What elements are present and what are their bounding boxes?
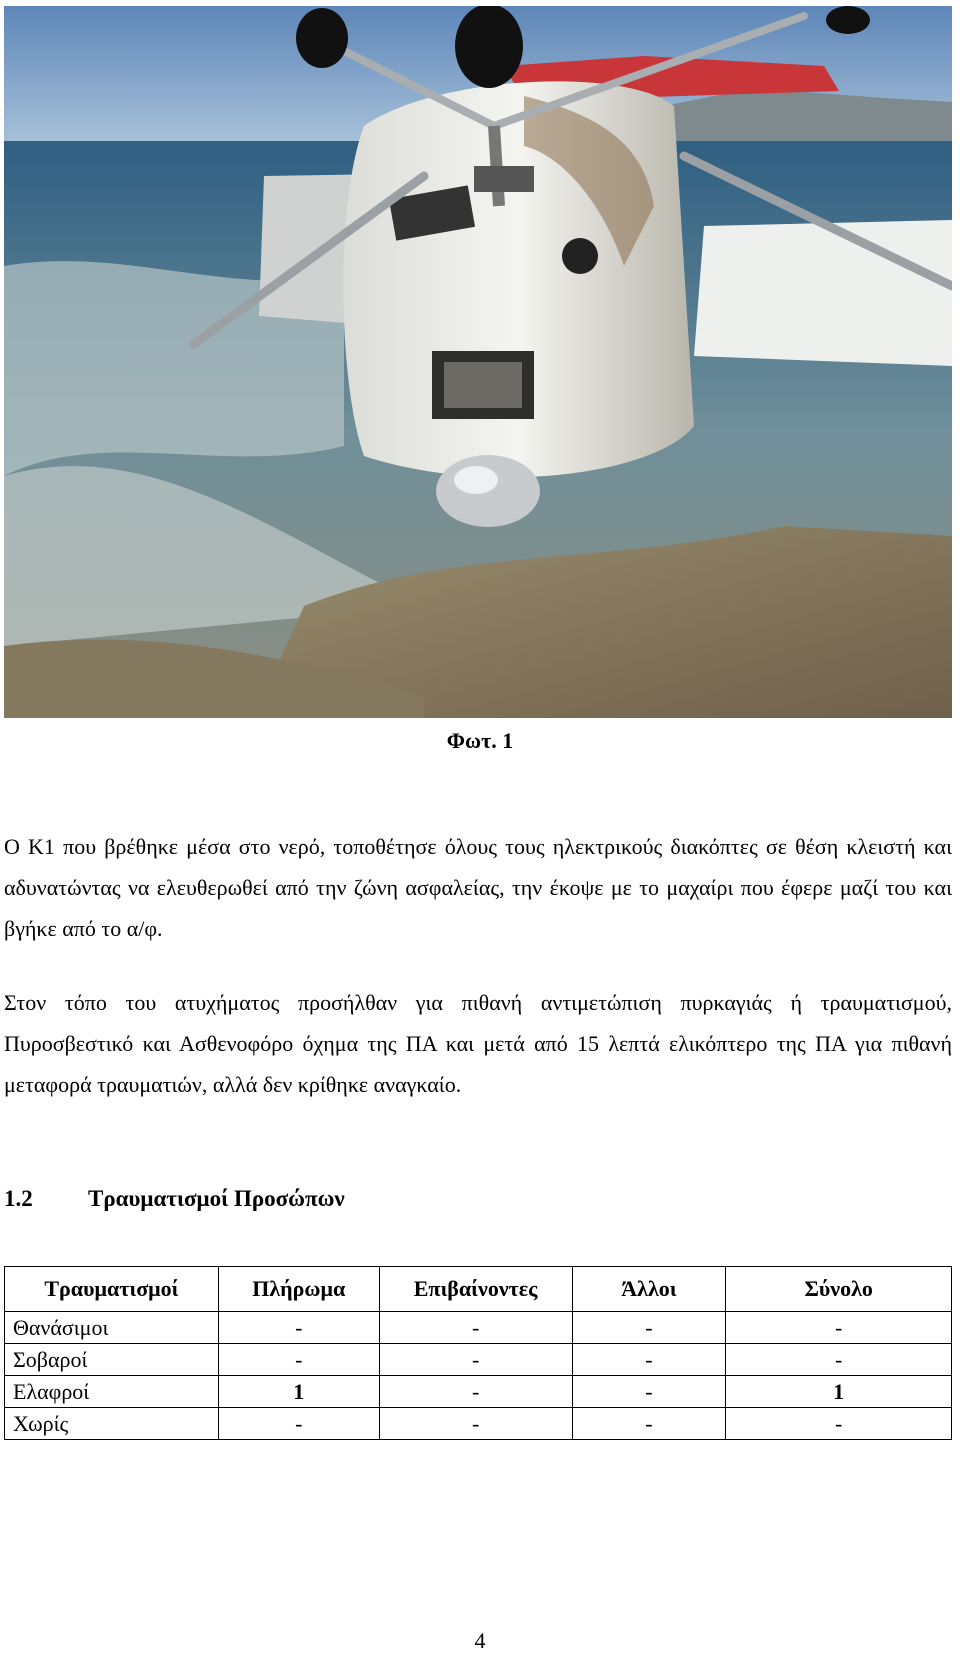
table-row [5, 1376, 952, 1408]
row-label: Χωρίς [5, 1408, 219, 1440]
table-cell: - [379, 1344, 572, 1376]
table-header-row [5, 1267, 952, 1312]
body-paragraph-2: Στον τόπο του ατυχήματος προσήλθαν για πιθανή αντιμετώπιση πυρκαγιάς ή τραυματισμού, Πυροσβεστικό και Ασθενοφόρο όχημα της ΠΑ και μετά από 15 λεπτά ελικόπτερο της ΠΑ για πιθανή μεταφορά τραυματιών, αλλά δεν κρίθηκε αναγκαίο. [4, 990, 952, 1097]
table-cell: - [218, 1408, 379, 1440]
table-cell: 1 [218, 1376, 379, 1408]
table-cell: - [218, 1344, 379, 1376]
table-cell: - [572, 1344, 726, 1376]
table-row [5, 1312, 952, 1344]
body-paragraph-1: Ο Κ1 που βρέθηκε μέσα στο νερό, τοποθέτησε όλους τους ηλεκτρικούς διακόπτες σε θέση κλειστή και αδυνατώντας να ελευθερωθεί από την ζώνη ασφαλείας, την έκοψε με το μαχαίρι που έφερε μαζί του και βγήκε από το α/φ. [4, 834, 952, 941]
accident-photo [4, 6, 952, 718]
header-crew: Πλήρωμα [218, 1267, 379, 1312]
table-cell: - [726, 1408, 952, 1440]
header-others: Άλλοι [572, 1267, 726, 1312]
header-total: Σύνολο [726, 1267, 952, 1312]
injuries-table [4, 1266, 952, 1440]
table-cell: - [572, 1312, 726, 1344]
table-cell: - [726, 1312, 952, 1344]
table-row [5, 1408, 952, 1440]
table-cell: - [379, 1408, 572, 1440]
photo-caption: Φωτ. 1 [446, 728, 514, 753]
crashed-aircraft-image [4, 6, 952, 718]
row-label: Θανάσιμοι [5, 1312, 219, 1344]
section-title: Τραυματισμοί Προσώπων [88, 1186, 345, 1211]
table-row [5, 1344, 952, 1376]
header-injuries: Τραυματισμοί [5, 1267, 219, 1312]
table-cell: 1 [726, 1376, 952, 1408]
section-number: 1.2 [4, 1186, 33, 1211]
table-cell: - [379, 1376, 572, 1408]
header-passengers: Επιβαίνοντες [379, 1267, 572, 1312]
table-cell: - [572, 1408, 726, 1440]
table-cell: - [379, 1312, 572, 1344]
row-label: Ελαφροί [5, 1376, 219, 1408]
table-cell: - [572, 1376, 726, 1408]
table-cell: - [218, 1312, 379, 1344]
table-cell: - [726, 1344, 952, 1376]
page-number: 4 [474, 1628, 486, 1653]
section-heading [4, 1186, 345, 1212]
row-label: Σοβαροί [5, 1344, 219, 1376]
